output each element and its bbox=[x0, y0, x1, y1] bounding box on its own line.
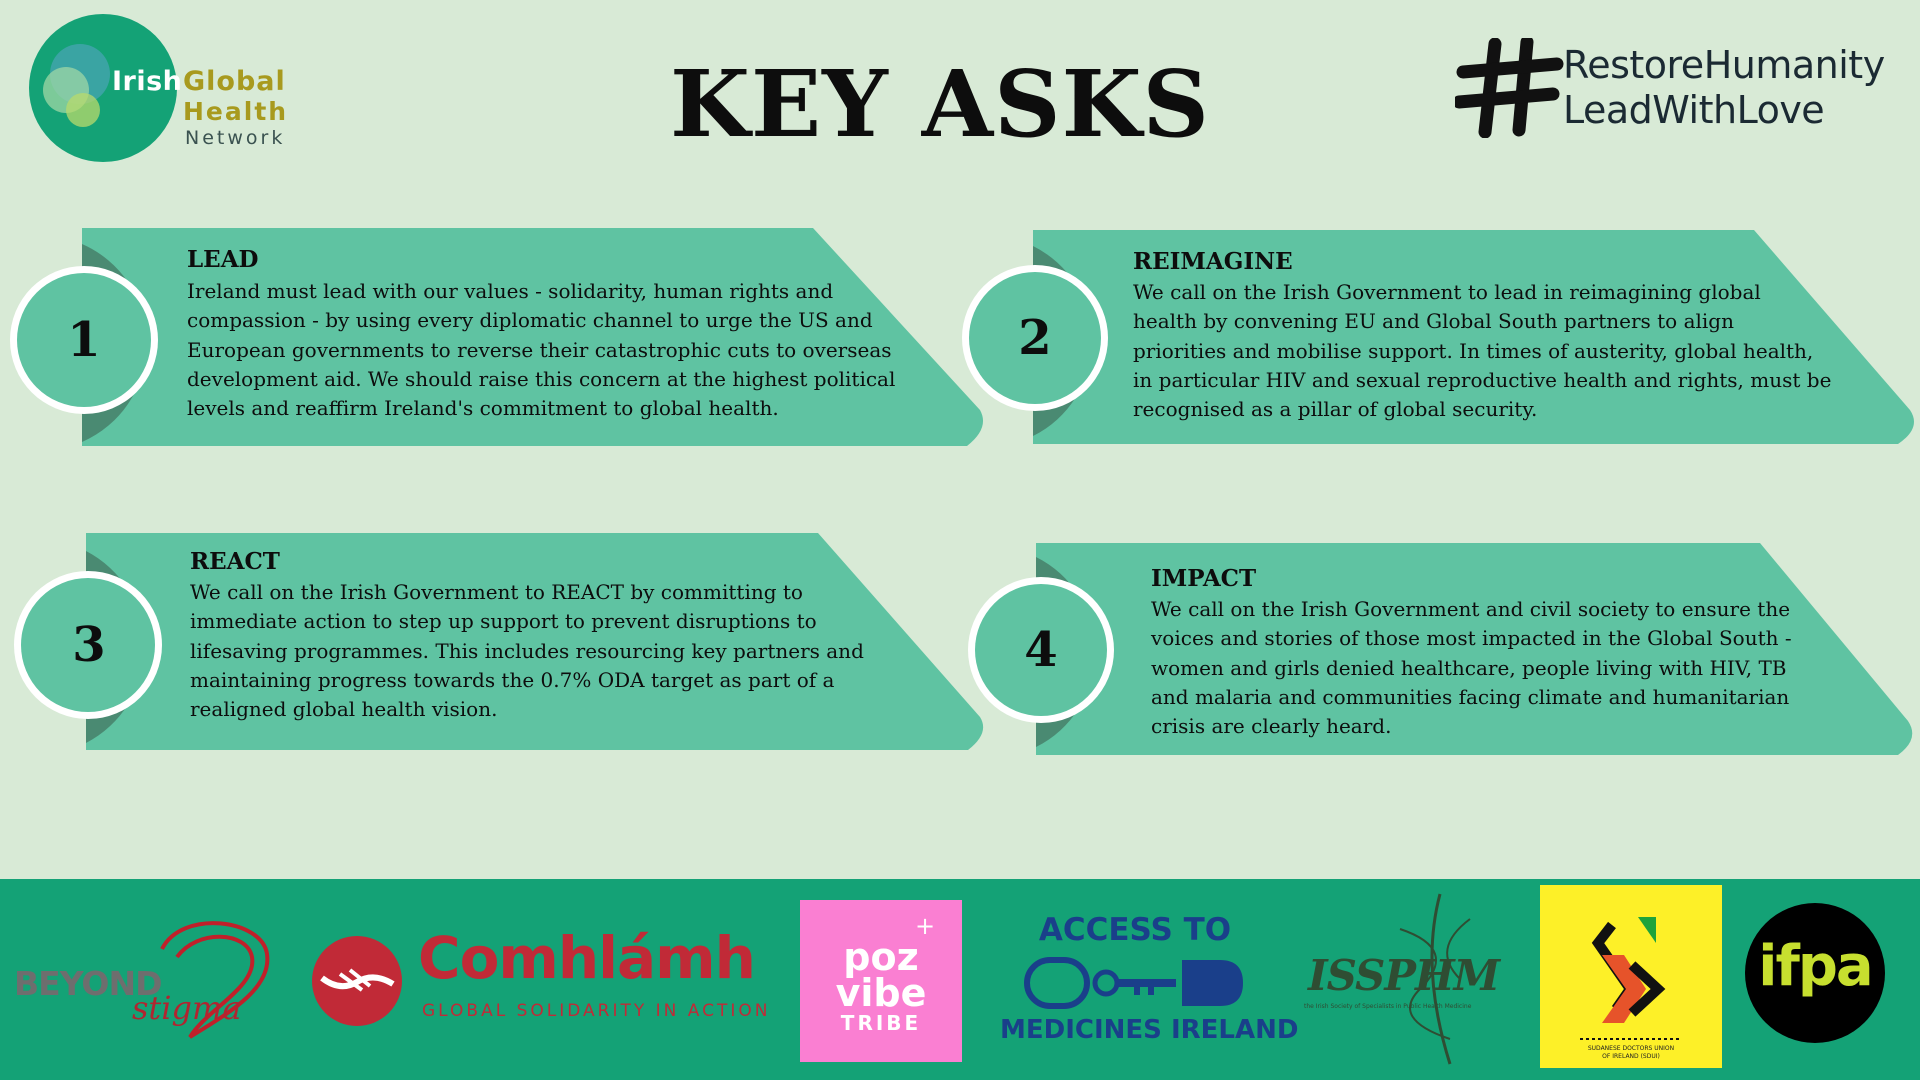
handshake-icon bbox=[310, 934, 405, 1029]
beyond-stigma-line2: stigma bbox=[132, 989, 242, 1027]
ask-body-line: European governments to reverse their catastrophic cuts to overseas bbox=[187, 337, 892, 362]
comhlamh-name: Comhlámh bbox=[418, 924, 755, 992]
page-title: KEY ASKS bbox=[669, 50, 1210, 158]
beyond-stigma-logo[interactable] bbox=[12, 909, 274, 1049]
ask-body-line: We call on the Irish Government and civil society to ensure the bbox=[1151, 597, 1791, 621]
ask-body-line: Ireland must lead with our values - solidarity, human rights and bbox=[187, 279, 834, 303]
ask-heading: LEAD bbox=[187, 246, 259, 273]
ask-body-line: recognised as a pillar of global security. bbox=[1133, 397, 1538, 422]
ask-body-line: voices and stories of those most impacted in the Global South - bbox=[1151, 626, 1792, 651]
ask-card-impact bbox=[960, 543, 1918, 765]
comhlamh-logo[interactable] bbox=[310, 924, 771, 1039]
sdui-emblem-icon bbox=[1540, 885, 1722, 1068]
logo-word-network: Network bbox=[185, 127, 286, 149]
ask-card-lead bbox=[5, 228, 985, 450]
ask-body-line: in particular HIV and sexual reproductive health and rights, must be bbox=[1133, 367, 1832, 392]
comhlamh-tagline: GLOBAL SOLIDARITY IN ACTION bbox=[422, 1001, 771, 1021]
ask-body bbox=[1133, 278, 1831, 424]
partner-logos-footer bbox=[0, 879, 1920, 1080]
ask-number: 1 bbox=[67, 312, 101, 368]
logo-word-global: Global bbox=[183, 66, 286, 97]
sudanese-doctors-union-logo[interactable] bbox=[1540, 885, 1722, 1068]
issphm-logo[interactable] bbox=[1300, 889, 1510, 1071]
hashtag-restore-humanity: RestoreHumanity bbox=[1563, 43, 1885, 87]
ask-body-line: immediate action to step up support to prevent disruptions to bbox=[190, 609, 817, 634]
poz-vibe-tribe-logo[interactable] bbox=[800, 900, 962, 1062]
sdui-line1: SUDANESE DOCTORS UNION bbox=[1587, 1045, 1675, 1052]
access-line1: ACCESS TO bbox=[1038, 912, 1232, 948]
ask-number: 3 bbox=[72, 617, 106, 673]
ask-body-line: realigned global health vision. bbox=[190, 697, 498, 722]
ask-body-line: health by convening EU and Global South partners to align bbox=[1133, 309, 1734, 334]
logo-word-irish: Irish bbox=[112, 66, 183, 97]
issphm-name: ISSPHM bbox=[1308, 951, 1500, 1000]
ask-body-line: priorities and mobilise support. In times of austerity, global health, bbox=[1133, 338, 1814, 363]
ask-body-line: We call on the Irish Government to lead in reimagining global bbox=[1133, 280, 1761, 304]
ask-heading: REACT bbox=[190, 548, 280, 575]
ask-body bbox=[1151, 595, 1792, 741]
ask-body-line: levels and reaffirm Ireland's commitment to global health. bbox=[187, 396, 779, 421]
logo-word-health: Health bbox=[183, 97, 289, 126]
ask-body-line: women and girls denied healthcare, people living with HIV, TB bbox=[1151, 655, 1787, 680]
ask-body bbox=[190, 578, 864, 724]
access-to-medicines-ireland-logo[interactable] bbox=[1000, 912, 1299, 1047]
ask-body-line: compassion - by using every diplomatic channel to urge the US and bbox=[187, 308, 873, 333]
pozvibe-plus: + bbox=[915, 912, 936, 940]
capsule-key-icon bbox=[1024, 955, 1246, 1011]
ask-number: 2 bbox=[1018, 310, 1052, 366]
ask-body-line: maintaining progress towards the 0.7% ODA target as part of a bbox=[190, 667, 835, 692]
ask-body bbox=[187, 277, 895, 423]
issphm-subtitle: the Irish Society of Specialists in Public Health Medicine bbox=[1304, 1003, 1472, 1010]
ask-heading: IMPACT bbox=[1151, 565, 1257, 592]
ifpa-logo[interactable] bbox=[1745, 903, 1885, 1043]
hash-icon bbox=[1455, 38, 1565, 138]
ask-body-line: development aid. We should raise this concern at the highest political bbox=[187, 366, 896, 391]
ask-number: 4 bbox=[1024, 622, 1058, 678]
ask-body-line: We call on the Irish Government to REACT by committing to bbox=[190, 580, 803, 604]
ifpa-name: ifpa bbox=[1758, 934, 1872, 999]
hashtag-banner bbox=[1455, 38, 1895, 138]
ask-body-line: lifesaving programmes. This includes resourcing key partners and bbox=[190, 638, 864, 663]
beyond-stigma-line1: BEYOND bbox=[14, 964, 162, 1003]
ask-body-line: crisis are clearly heard. bbox=[1151, 714, 1392, 739]
hashtag-lead-with-love: LeadWithLove bbox=[1563, 88, 1825, 132]
ask-heading: REIMAGINE bbox=[1133, 248, 1293, 275]
ask-card-react bbox=[8, 533, 988, 755]
pozvibe-line3: TRIBE bbox=[840, 1011, 922, 1035]
pozvibe-line1: poz bbox=[843, 935, 919, 979]
ask-card-reimagine bbox=[958, 230, 1918, 452]
pozvibe-line2: vibe bbox=[835, 971, 927, 1015]
ask-body-line: and malaria and communities facing climate and humanitarian bbox=[1151, 684, 1790, 709]
irish-global-health-network-logo[interactable] bbox=[28, 12, 298, 164]
access-line2: MEDICINES IRELAND bbox=[1000, 1015, 1299, 1045]
sdui-line2: OF IRELAND (SDUI) bbox=[1602, 1053, 1660, 1060]
